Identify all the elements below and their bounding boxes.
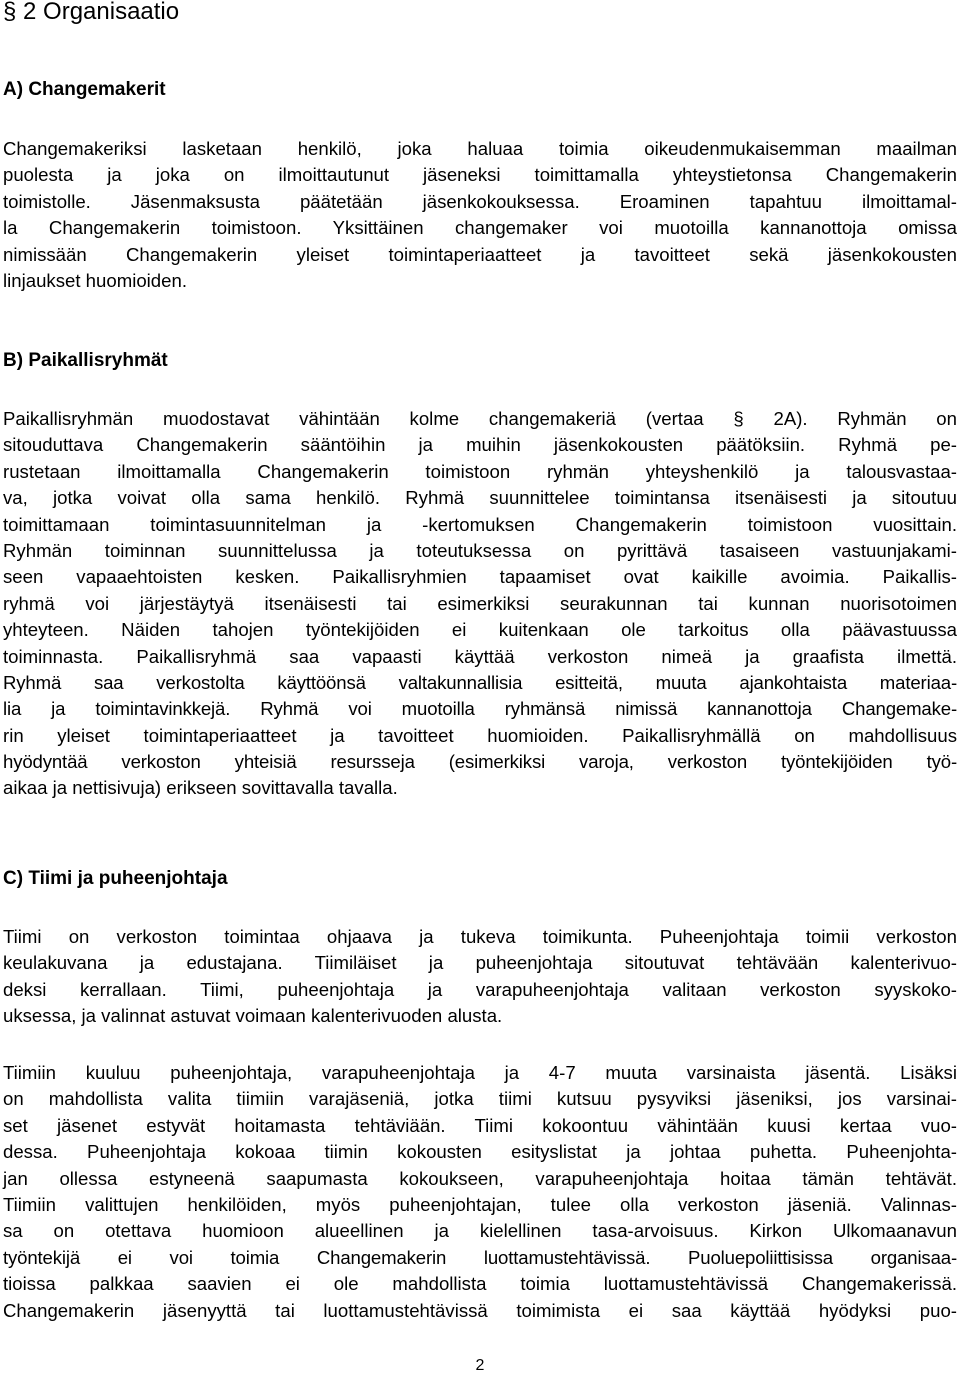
text-line: sa on otettava huomioon alueellinen ja kielellinen tasa-arvoisuus. Kirkon Ulkomaanavun — [3, 1220, 957, 1242]
text-line: Tiimiin kuuluu puheenjohtaja, varapuheenjohtaja ja 4-7 muuta varsinaista jäsentä. Lisäksi — [3, 1062, 957, 1083]
text-line: aikaa ja nettisivuja) erikseen sovittavalla tavalla. — [3, 777, 398, 799]
text-line: set jäsenet estyvät hoitamasta tehtäviään. Tiimi kokoontuu vähintään kuusi kertaa vuo- — [3, 1114, 957, 1136]
text-line: yhteyteen. Näiden tahojen työntekijöiden ei kuitenkaan ole tarkoitus olla päävastuussa — [3, 619, 957, 641]
page-number: 2 — [475, 1357, 485, 1374]
text-line: la Changemakerin toimistoon. Yksittäinen changemaker voi muotoilla kannanottoja omissa — [3, 217, 957, 239]
text-line: jan ollessa estyneenä saapumasta kokoukseen, varapuheenjohtaja hoitaa tämän tehtävät. — [3, 1167, 957, 1189]
text-line: deksi kerrallaan. Tiimi, puheenjohtaja ja varapuheenjohtaja valitaan verkoston syyskoko- — [3, 978, 957, 1000]
text-line: sitouduttava Changemakerin sääntöihin ja muihin jäsenkokousten päätöksiin. Ryhmä pe- — [3, 434, 957, 456]
text-line: Changemakerin jäsenyyttä tai luottamustehtävissä toimimista ei saa käyttää hyödyksi puo- — [3, 1299, 957, 1321]
text-line: dessa. Puheenjohtaja kokoaa tiimin kokousten esityslistat ja johtaa puhetta. Puheenjohta- — [3, 1141, 957, 1163]
text-line: rustetaan ilmoittamalla Changemakerin toimistoon ryhmän yhteyshenkilö ja talousvastaa- — [3, 460, 957, 482]
text-line: ryhmä voi järjestäytyä itsenäisesti tai esimerkiksi seurakunnan tai kunnan nuorisotoimen — [3, 592, 957, 614]
text-line: uksessa, ja valinnat astuvat voimaan kalenterivuoden alusta. — [3, 1005, 503, 1027]
text-line: hyödyntää verkoston yhteisiä resursseja (esimerkiksi varoja, verkoston työntekijöiden työ- — [3, 751, 957, 773]
text-line: rin yleiset toimintaperiaatteet ja tavoitteet huomioiden. Paikallisryhmällä on mahdollisuus — [3, 724, 957, 746]
text-line: Tiimiin valittujen henkilöiden, myös puheenjohtajan, tulee olla verkoston jäseniä. Valinnas- — [3, 1193, 957, 1215]
text-line: nimissään Changemakerin yleiset toimintaperiaatteet ja tavoitteet sekä jäsenkokousten — [3, 243, 957, 265]
text-line: Ryhmä saa verkostolta käyttöönsä valtakunnallisia esitteitä, muuta ajankohtaista materiaa- — [3, 671, 957, 693]
text-line: linjaukset huomioiden. — [3, 269, 187, 291]
section-a-heading: A) Changemakerit — [3, 79, 166, 100]
section-a-paragraph — [3, 136, 957, 294]
text-line: lia ja toimintavinkkejä. Ryhmä voi muotoilla ryhmänsä nimissä kannanottoja Changemake- — [3, 698, 957, 720]
text-line: keulakuvana ja edustajana. Tiimiläiset ja puheenjohtaja sitoutuvat tehtävään kalenterivuo- — [3, 952, 957, 974]
text-line: Changemakeriksi lasketaan henkilö, joka haluaa toimia oikeudenmukaisemman maailman — [3, 138, 957, 159]
text-line: toimistolle. Jäsenmaksusta päätetään jäsenkokouksessa. Eroaminen tapahtuu ilmoittamal- — [3, 190, 957, 212]
section-c-paragraph-2 — [3, 1060, 957, 1324]
chapter-title: § 2 Organisaatio — [3, 0, 180, 25]
text-line: Tiimi on verkoston toimintaa ohjaava ja tukeva toimikunta. Puheenjohtaja toimii verkoston — [3, 926, 957, 947]
text-line: on mahdollista valita tiimiin varajäseniä, jotka tiimi kutsuu pysyviksi jäseniksi, jos varsinai- — [3, 1088, 957, 1110]
section-c-heading: C) Tiimi ja puheenjohtaja — [3, 868, 228, 889]
section-c-paragraph-1 — [3, 924, 957, 1030]
section-b-paragraph — [3, 406, 957, 802]
text-line: toiminnasta. Paikallisryhmä saa vapaasti käyttää verkoston nimeä ja graafista ilmettä. — [3, 645, 957, 667]
section-b-heading: B) Paikallisryhmät — [3, 350, 168, 371]
text-line: va, jotka voivat olla sama henkilö. Ryhmä suunnittelee toimintansa itsenäisesti ja sitoutuu — [3, 487, 957, 509]
text-line: Ryhmän toiminnan suunnittelussa ja toteutuksessa on pyrittävä tasaiseen vastuunjakami- — [3, 539, 957, 561]
text-line: toimittamaan toimintasuunnitelman ja -kertomuksen Changemakerin toimistoon vuosittain. — [3, 513, 957, 535]
text-line: puolesta ja joka on ilmoittautunut jäseneksi toimittamalla yhteystietonsa Changemakerin — [3, 164, 957, 186]
text-line: seen vapaaehtoisten kesken. Paikallisryhmien tapaamiset ovat kaikille avoimia. Paikallis- — [3, 566, 957, 588]
text-line: tioissa palkkaa saavien ei ole mahdollista toimia luottamustehtävissä Changemakerissä. — [3, 1273, 957, 1295]
text-line: Paikallisryhmän muodostavat vähintään kolme changemakeriä (vertaa § 2A). Ryhmän on — [3, 408, 957, 429]
text-line: työntekijä ei voi toimia Changemakerin luottamustehtävissä. Puoluepoliittisissa organisaa- — [3, 1246, 957, 1268]
